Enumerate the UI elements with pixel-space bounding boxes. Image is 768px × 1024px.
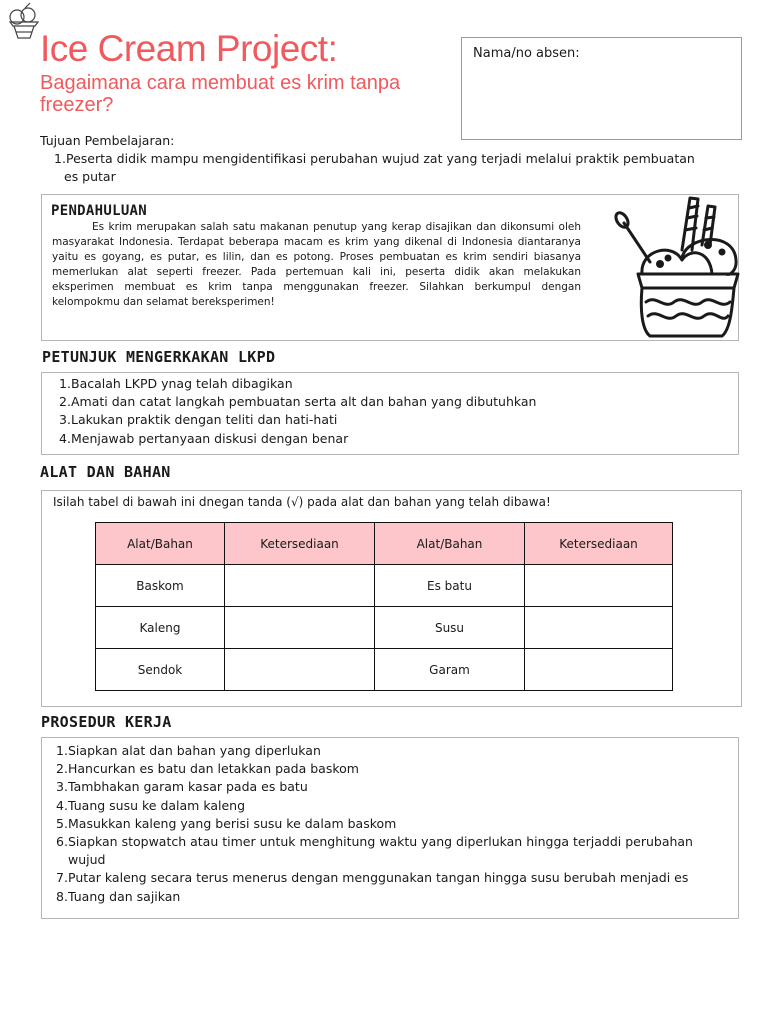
table-header-row — [96, 523, 673, 565]
page-title: Ice Cream Project: — [40, 28, 338, 69]
tujuan-label: Tujuan Pembelajaran: — [40, 133, 175, 148]
list-item: 2.Hancurkan es batu dan letakkan pada baskom — [56, 761, 359, 777]
list-item: 1.Siapkan alat dan bahan yang diperlukan — [56, 743, 321, 758]
table-row — [96, 649, 673, 691]
list-item: 4.Menjawab pertanyaan diskusi dengan benar — [59, 430, 349, 446]
page-subtitle: Bagaimana cara membuat es krim tanpa freezer? — [40, 72, 401, 116]
name-field-box[interactable] — [461, 37, 742, 140]
list-item-continuation: es putar — [64, 169, 116, 184]
table-row — [96, 607, 673, 649]
petunjuk-list — [59, 375, 536, 448]
petunjuk-box — [41, 372, 739, 455]
name-label: Nama/no absen: — [473, 46, 580, 61]
alat-table — [95, 522, 673, 691]
list-item: 1.Bacalah LKPD ynag telah dibagikan — [59, 376, 293, 391]
prosedur-heading: PROSEDUR KERJA — [41, 713, 172, 731]
list-item: 5.Masukkan kaleng yang berisi susu ke dalam baskom — [56, 815, 397, 831]
list-item: 1.Peserta didik mampu mengidentifikasi perubahan wujud zat yang terjadi melalui praktik pembuatan — [54, 151, 695, 166]
list-item: 3.Tambhakan garam kasar pada es batu — [56, 779, 308, 795]
petunjuk-heading: PETUNJUK MENGERKAKAN LKPD — [42, 348, 276, 366]
table-cell: Baskom — [96, 565, 225, 607]
checkbox-cell[interactable] — [525, 649, 673, 691]
column-header: Ketersediaan — [225, 523, 375, 565]
checkbox-cell[interactable] — [225, 607, 375, 649]
table-cell: Kaleng — [96, 607, 225, 649]
checkbox-cell[interactable] — [225, 649, 375, 691]
list-item: 7.Putar kaleng secara terus menerus dengan menggunakan tangan hingga susu berubah menjadi es — [56, 870, 689, 886]
list-item: 4.Tuang susu ke dalam kaleng — [56, 797, 246, 813]
tujuan-list — [54, 150, 754, 186]
alat-heading: ALAT DAN BAHAN — [40, 463, 171, 481]
table-row — [96, 565, 673, 607]
column-header: Alat/Bahan — [96, 523, 225, 565]
list-item: 6.Siapkan stopwatch atau timer untuk menghitung waktu yang diperlukan hingga terjaddi perubahan — [56, 834, 693, 850]
list-item-continuation: wujud — [68, 852, 106, 868]
pendahuluan-text: Es krim merupakan salah satu makanan penutup yang kerap disajikan dan dikonsumi oleh masyarakat Indonesia. Terdapat beberapa macam es krim yang dikenal di Indonesia diantaranya yaitu es goyang, es putar, es lilin, dan es potong. Proses pembuatan es krim sendiri biasanya memerlukan alat seperti freezer. Pada pertemuan kali ini, peserta didik akan melakukan eksperimen membuat es krim tanpa menggunakan freezer. Silahkan berkumpul dengan kelompokmu dan selamat bereksperimen! — [52, 221, 581, 308]
prosedur-list — [56, 742, 736, 906]
table-cell: Susu — [375, 607, 525, 649]
prosedur-box — [41, 737, 739, 919]
column-header: Ketersediaan — [525, 523, 673, 565]
checkbox-cell[interactable] — [525, 607, 673, 649]
table-cell: Garam — [375, 649, 525, 691]
pendahuluan-heading: PENDAHULUAN — [51, 203, 148, 219]
list-item: 2.Amati dan catat langkah pembuatan serta alt dan bahan yang dibutuhkan — [59, 394, 537, 410]
ice-cream-cup-icon — [610, 190, 742, 340]
ice-cream-sundae-icon — [4, 2, 44, 42]
checkbox-cell[interactable] — [225, 565, 375, 607]
table-cell: Sendok — [96, 649, 225, 691]
alat-instruction: Isilah tabel di bawah ini dnegan tanda (√) pada alat dan bahan yang telah dibawa! — [53, 495, 551, 509]
list-item: 8.Tuang dan sajikan — [56, 888, 181, 904]
list-item: 3.Lakukan praktik dengan teliti dan hati-hati — [59, 412, 338, 428]
column-header: Alat/Bahan — [375, 523, 525, 565]
table-cell: Es batu — [375, 565, 525, 607]
checkbox-cell[interactable] — [525, 565, 673, 607]
